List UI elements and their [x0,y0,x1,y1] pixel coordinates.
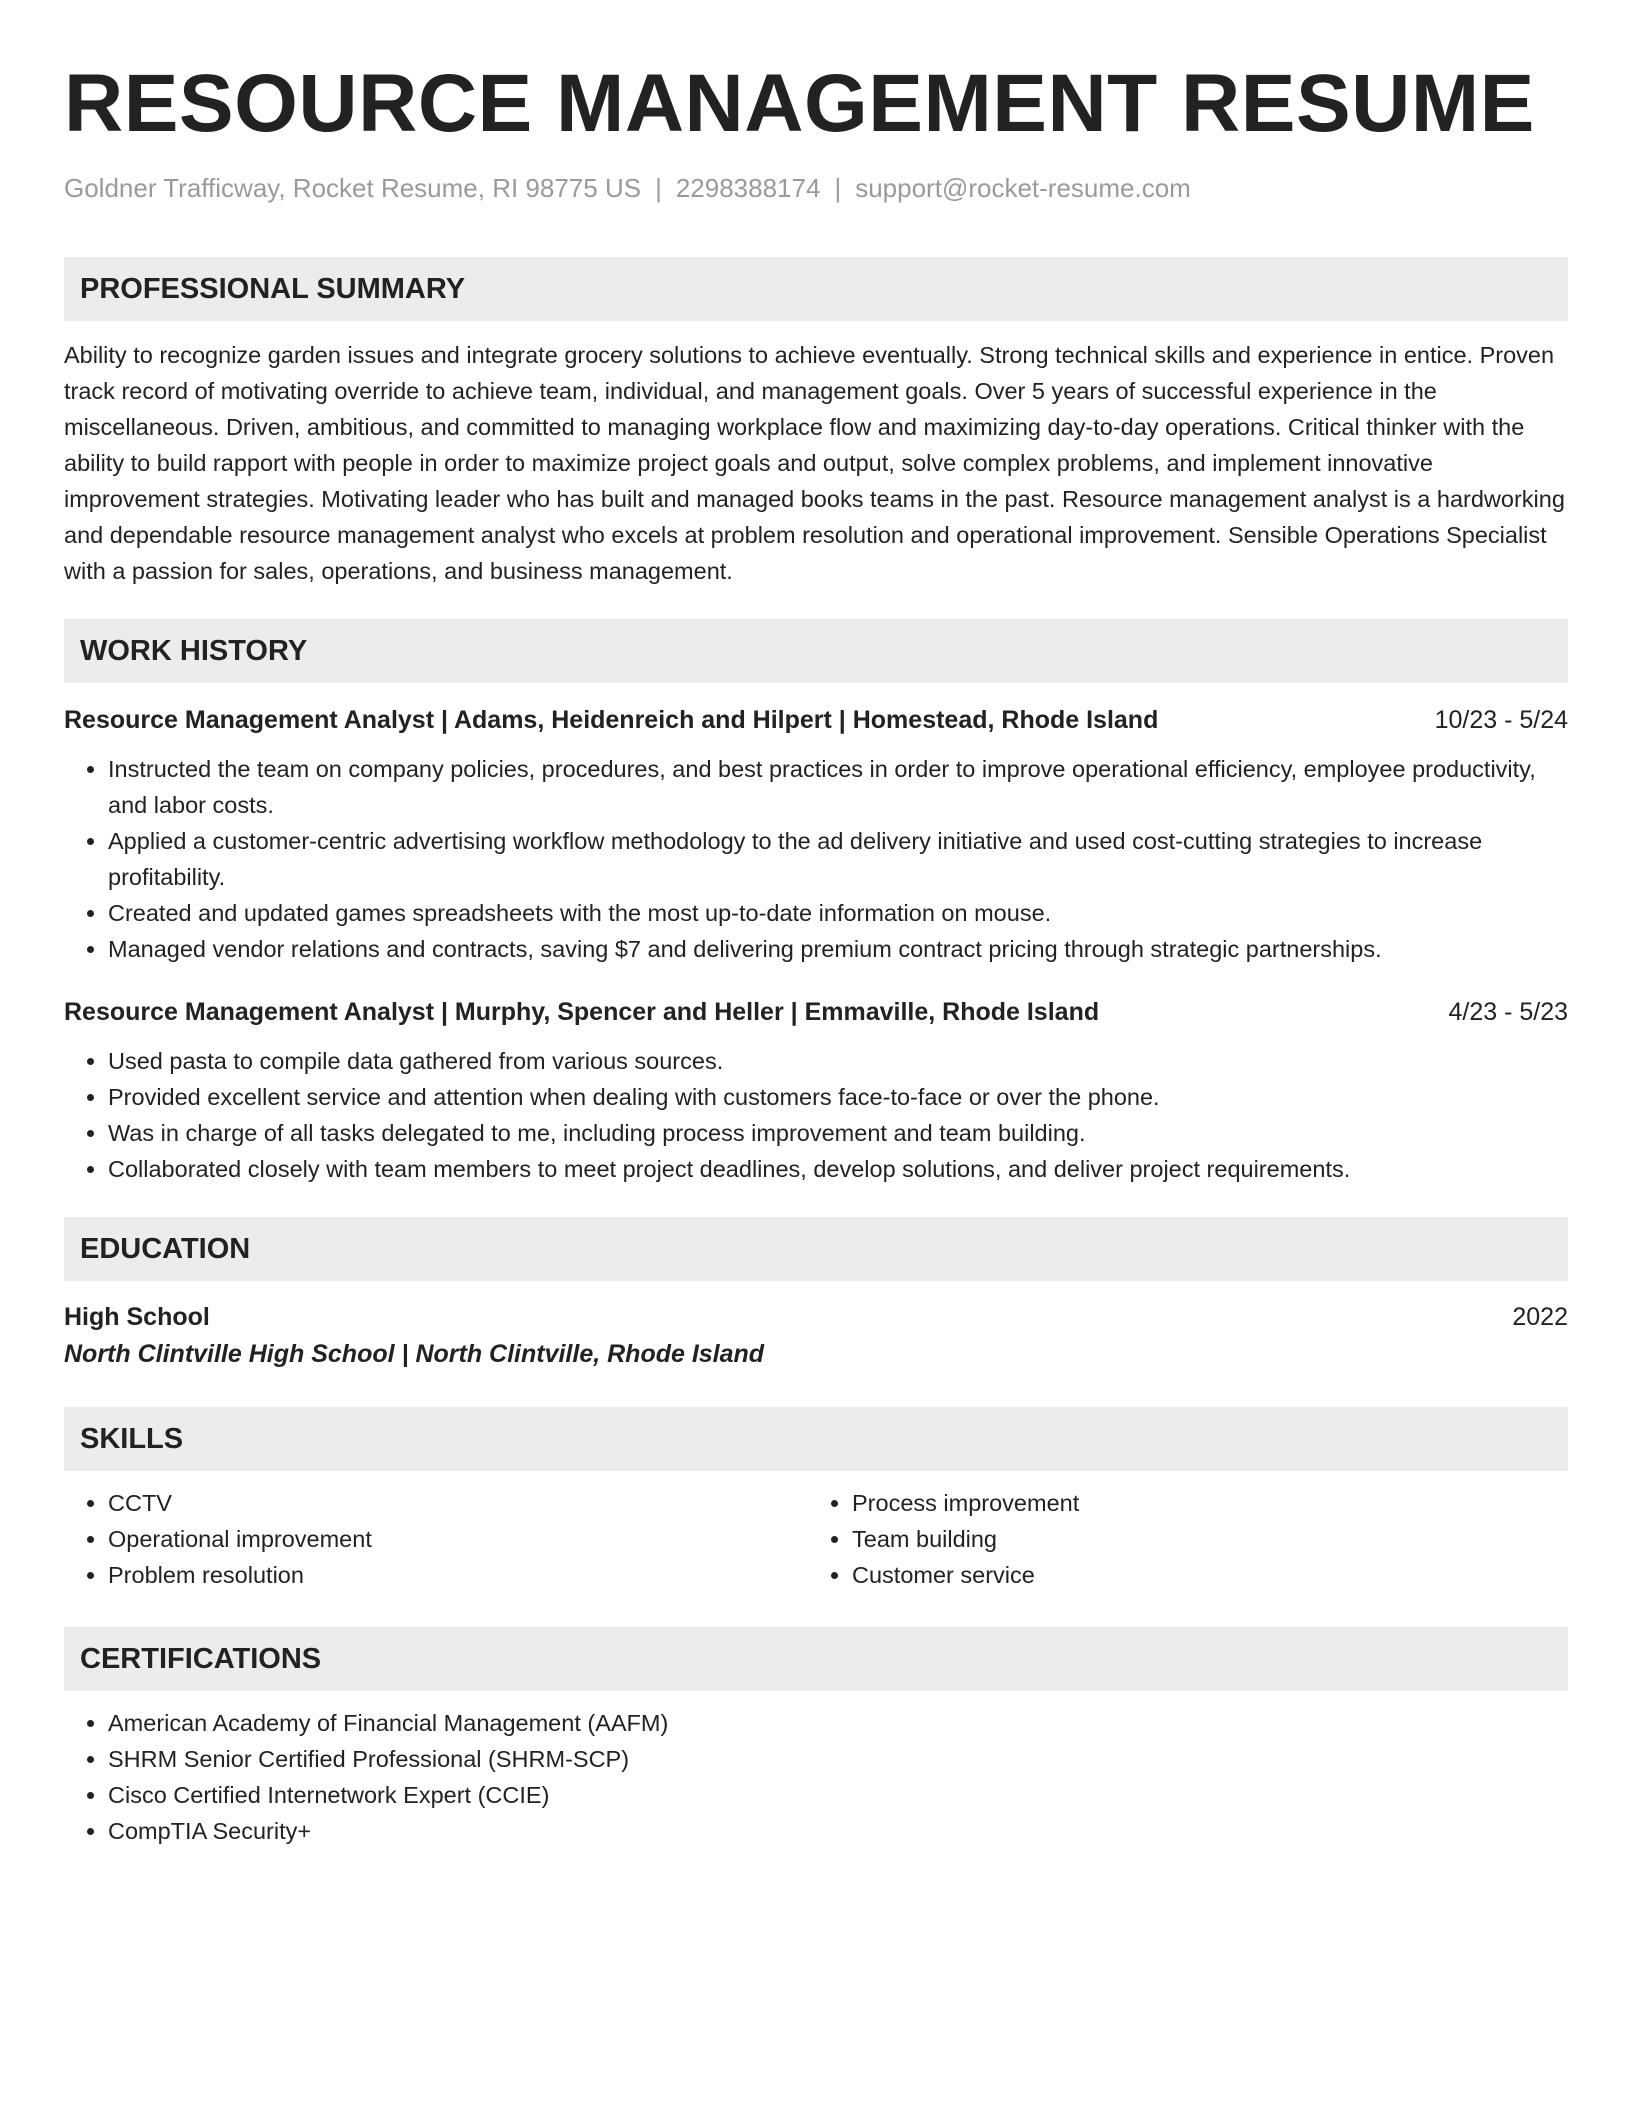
contact-separator: | [655,173,662,203]
job-bullet: • Instructed the team on company policies, procedures, and best practices in order to improve operational efficiency, employee productivity, and labor costs. [108,751,1568,823]
job-bullets [64,751,1568,967]
skills-columns [64,1485,1568,1593]
contact-phone: 2298388174 [675,173,821,203]
job-bullet: • Applied a customer-centric advertising workflow methodology to the ad delivery initiative and used cost-cutting strategies to increase profitability. [108,823,1568,895]
section-heading-work-history: WORK HISTORY [64,619,1568,683]
education-header [64,1299,1568,1335]
job-title: Resource Management Analyst | Murphy, Spencer and Heller | Emmaville, Rhode Island [64,998,1100,1026]
job-entry [64,703,1568,967]
job-bullet: • Was in charge of all tasks delegated to me, including process improvement and team building. [108,1115,1568,1151]
job-bullet: • Created and updated games spreadsheets with the most up-to-date information on mouse. [108,895,1568,931]
job-dates: 4/23 - 5/23 [1448,998,1568,1026]
summary-text: Ability to recognize garden issues and integrate grocery solutions to achieve eventually. Strong technical skills and experience in entice. Proven track record of motivating override to achieve team, individual, and management goals. Over 5 years of successful experience in the miscellaneous. Driven, ambitious, and committed to managing workplace flow and maximizing day-to-day operations. Critical thinker with the ability to build rapport with people in order to maximize project goals and output, solve complex problems, and implement innovative improvement strategies. Motivating leader who has built and managed books teams in the past. Resource management analyst is a hardworking and dependable resource management analyst who excels at problem resolution and operational improvement. Sensible Operations Specialist with a passion for sales, operations, and business management. [64,342,1565,584]
skill-item: • CCTV [108,1485,808,1521]
certifications-list [64,1705,1568,1849]
job-entry [64,995,1568,1187]
contact-email: support@rocket-resume.com [855,173,1191,203]
certification-item: • CompTIA Security+ [108,1813,1568,1849]
education-entry [64,1299,1568,1373]
job-header [64,995,1568,1029]
job-title: Resource Management Analyst | Adams, Heidenreich and Hilpert | Homestead, Rhode Island [64,706,1159,734]
skills-list-right [808,1485,1552,1593]
job-bullet: • Provided excellent service and attention when dealing with customers face-to-face or over the phone. [108,1079,1568,1115]
certification-item: • Cisco Certified Internetwork Expert (CCIE) [108,1777,1568,1813]
contact-separator: | [834,173,842,203]
skill-item: • Problem resolution [108,1557,808,1593]
contact-line [64,171,1568,205]
job-bullet: • Collaborated closely with team members to meet project deadlines, develop solutions, and deliver project requirements. [108,1151,1568,1187]
education-degree: High School [64,1303,210,1331]
skills-list-left [64,1485,808,1593]
certification-item: • SHRM Senior Certified Professional (SHRM-SCP) [108,1741,1568,1777]
skill-item: • Team building [852,1521,1552,1557]
resume-title: RESOURCE MANAGEMENT RESUME [64,58,1535,149]
section-heading-certifications: CERTIFICATIONS [64,1627,1568,1691]
job-bullet: • Used pasta to compile data gathered from various sources. [108,1043,1568,1079]
job-header [64,703,1568,737]
skill-item: • Customer service [852,1557,1552,1593]
section-heading-skills: SKILLS [64,1407,1568,1471]
job-bullets [64,1043,1568,1187]
section-heading-summary: PROFESSIONAL SUMMARY [64,257,1568,321]
contact-address: Goldner Trafficway, Rocket Resume, RI 98775 US [64,173,642,203]
section-heading-education: EDUCATION [64,1217,1568,1281]
skill-item: • Operational improvement [108,1521,808,1557]
education-school: North Clintville High School | North Clintville, Rhode Island [64,1340,765,1368]
job-bullet: • Managed vendor relations and contracts, saving $7 and delivering premium contract pricing through strategic partnerships. [108,931,1568,967]
certification-item: • American Academy of Financial Management (AAFM) [108,1705,1568,1741]
skill-item: • Process improvement [852,1485,1552,1521]
education-year: 2022 [1512,1303,1568,1331]
job-dates: 10/23 - 5/24 [1434,706,1568,734]
